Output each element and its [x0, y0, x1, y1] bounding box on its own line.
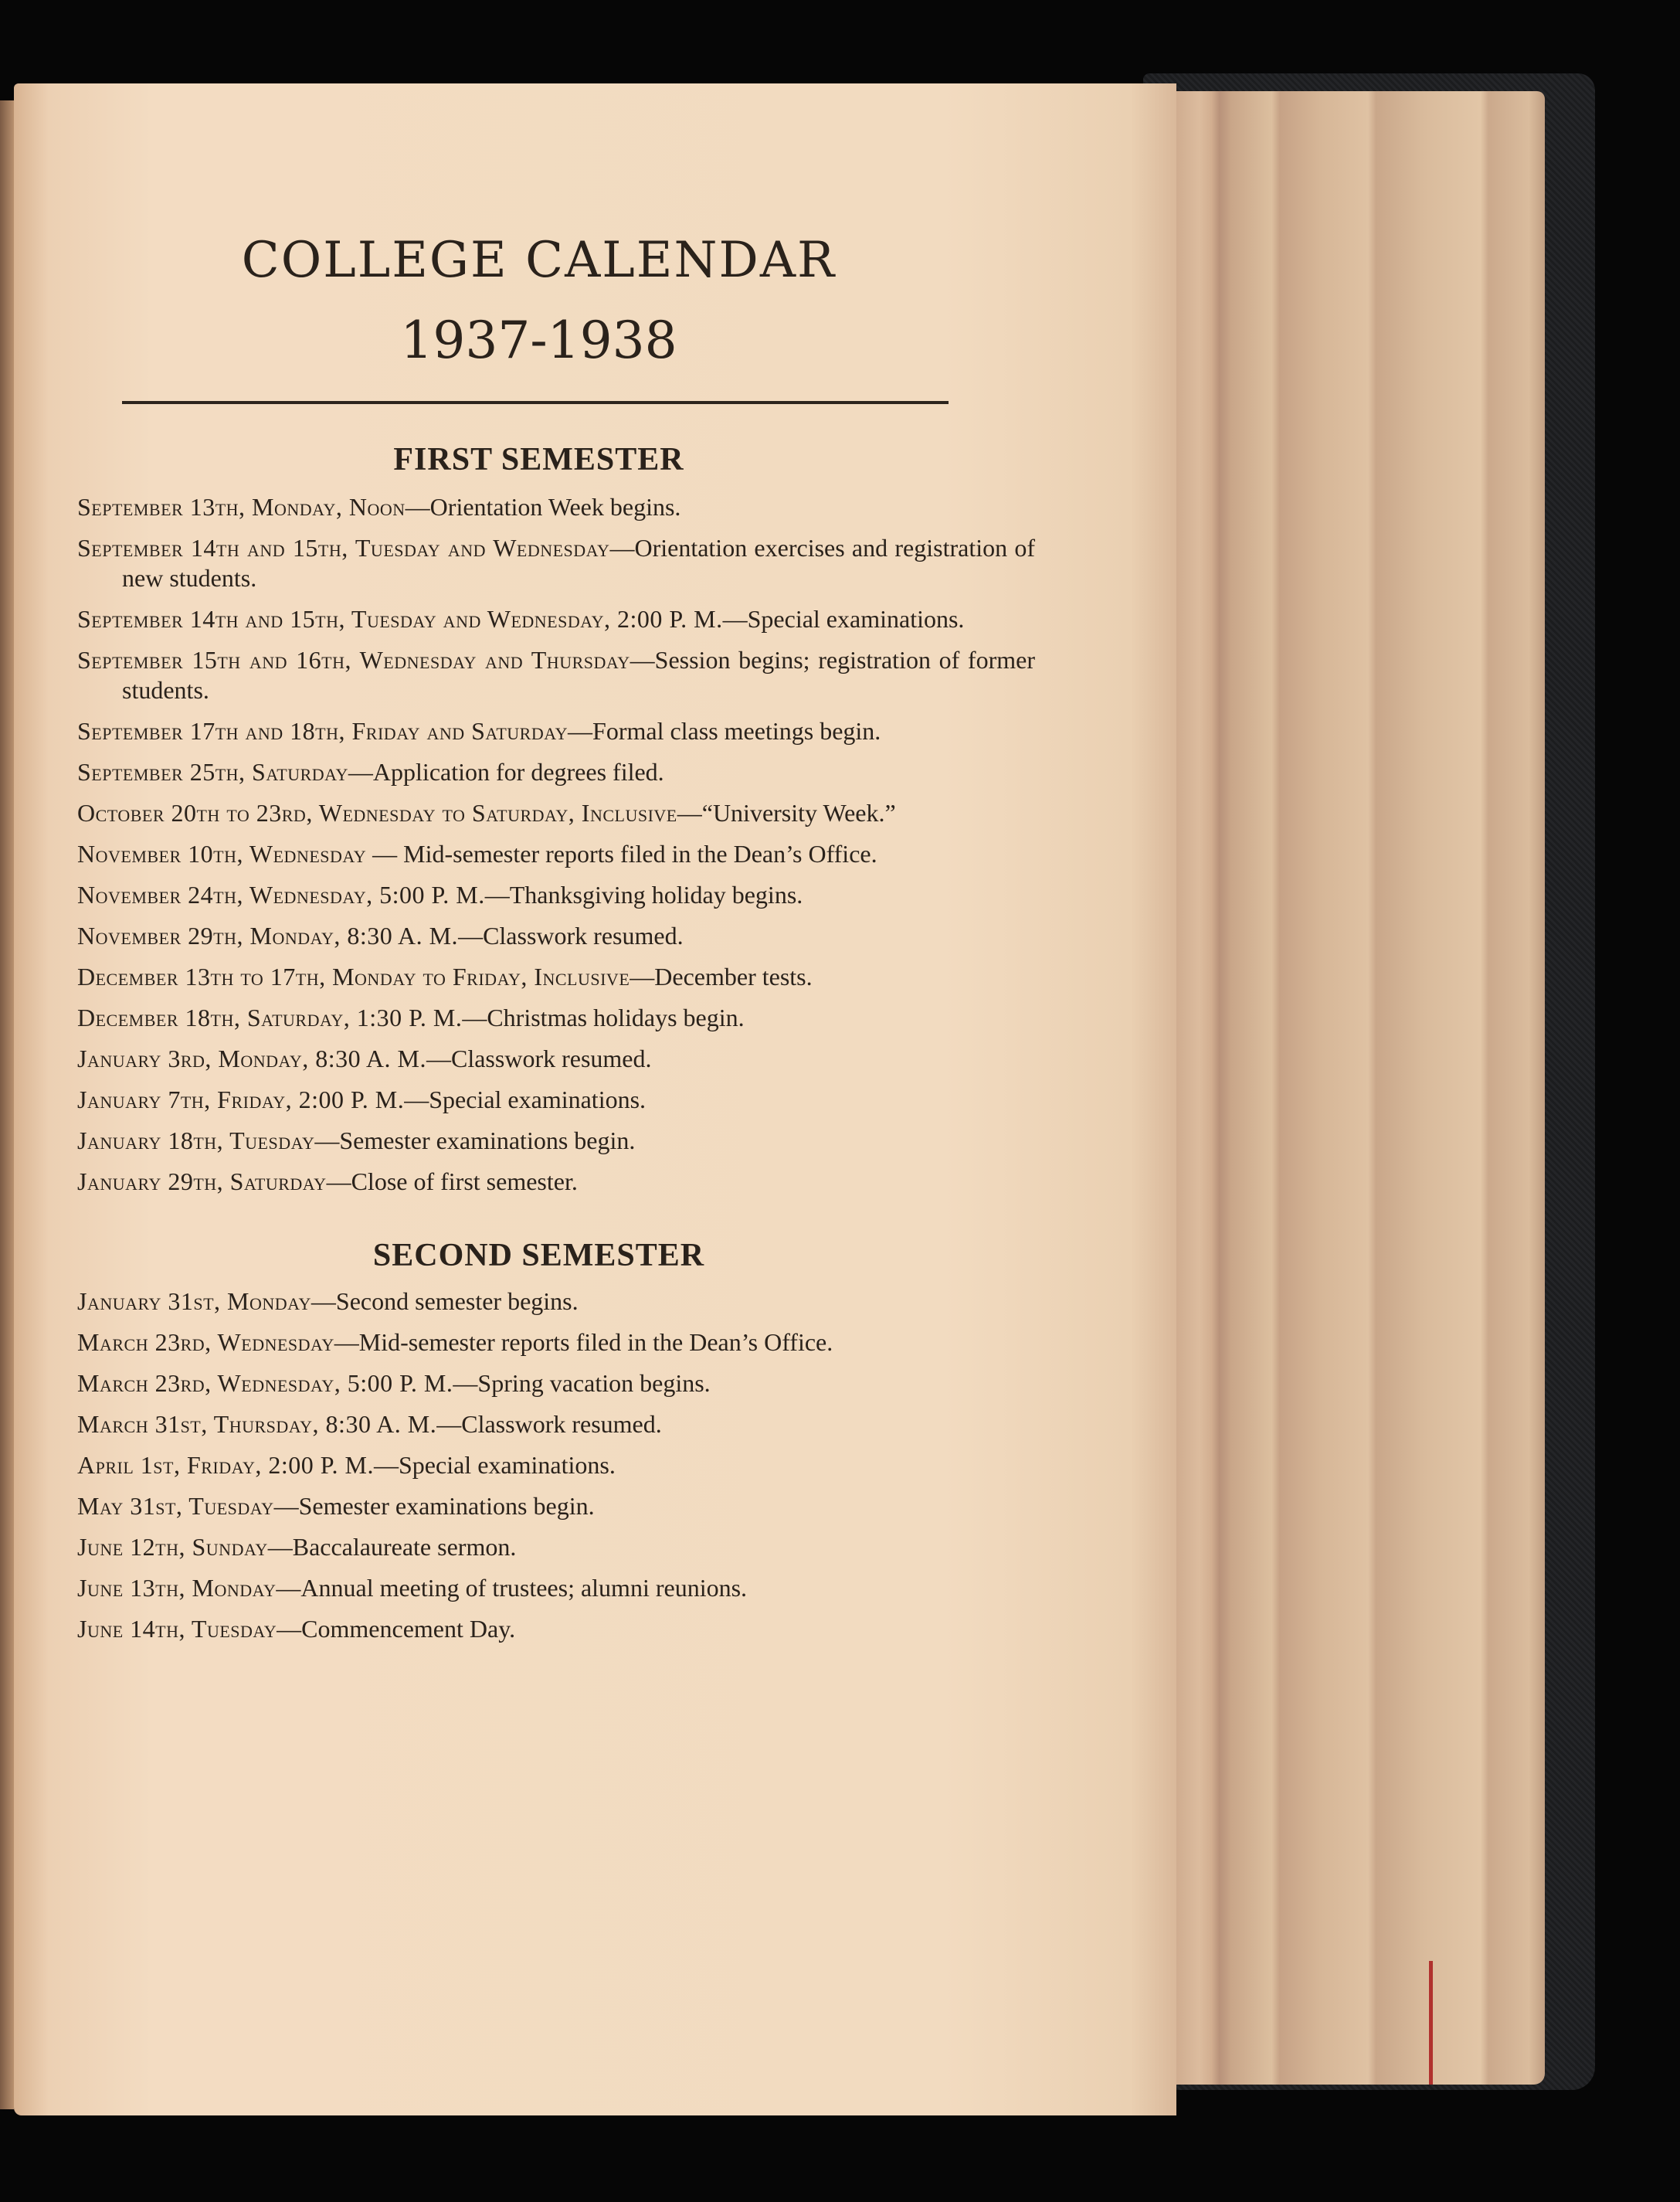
calendar-entry	[77, 1126, 1035, 1156]
calendar-entry	[77, 1003, 1035, 1033]
calendar-content	[77, 232, 1035, 1655]
entry-event: —Orientation exercises and registration of new students.	[122, 534, 1036, 592]
entry-date: November 24th, Wednesday, 5:00 P. M.	[77, 881, 485, 909]
entry-date: January 18th, Tuesday	[77, 1126, 315, 1154]
entry-date: October 20th to 23rd, Wednesday to Saturday, Inclusive	[77, 799, 677, 827]
calendar-entry	[77, 880, 1035, 910]
entry-date: September 13th, Monday, Noon	[77, 493, 406, 521]
entry-event: —Semester examinations begin.	[314, 1126, 636, 1154]
entry-event: —Baccalaureate sermon.	[267, 1533, 517, 1561]
entry-date: March 23rd, Wednesday, 5:00 P. M.	[77, 1369, 453, 1397]
calendar-entry	[77, 962, 1035, 992]
entry-date: September 14th and 15th, Tuesday and Wednesday, 2:00 P. M.	[77, 605, 723, 633]
entry-event: —Classwork resumed.	[436, 1410, 662, 1438]
calendar-entry	[77, 1044, 1035, 1074]
previous-page-edge	[0, 100, 14, 2109]
calendar-entry	[77, 533, 1035, 593]
second-semester-heading: SECOND SEMESTER	[372, 1238, 705, 1273]
entry-date: September 25th, Saturday	[77, 758, 348, 786]
entry-event: —Spring vacation begins.	[453, 1369, 711, 1397]
calendar-entry	[77, 839, 1035, 869]
calendar-entry	[77, 645, 1035, 705]
calendar-entry	[77, 757, 1035, 787]
entry-event: —Semester examinations begin.	[273, 1492, 595, 1520]
entry-date: November 29th, Monday, 8:30 A. M.	[77, 922, 459, 950]
entry-event: —Annual meeting of trustees; alumni reunions.	[276, 1574, 748, 1602]
entry-event: —December tests.	[630, 963, 813, 991]
calendar-entry	[77, 1491, 1035, 1521]
calendar-entry	[77, 921, 1035, 951]
calendar-entry	[77, 1368, 1035, 1398]
calendar-entry	[77, 1614, 1035, 1644]
ribbon-marker	[1429, 1961, 1433, 2085]
entry-event: —Orientation Week begins.	[405, 493, 681, 521]
first-semester-heading: FIRST SEMESTER	[393, 442, 684, 477]
entry-date: January 7th, Friday, 2:00 P. M.	[77, 1086, 405, 1113]
entry-event: —Mid-semester reports filed in the Dean’s Office.	[334, 1328, 833, 1356]
entry-date: June 14th, Tuesday	[77, 1615, 277, 1643]
entry-date: March 31st, Thursday, 8:30 A. M.	[77, 1410, 437, 1438]
calendar-entry	[77, 604, 1035, 634]
first-semester-list	[77, 492, 1035, 1197]
entry-date: September 15th and 16th, Wednesday and Thursday	[77, 646, 630, 674]
entry-date: March 23rd, Wednesday	[77, 1328, 334, 1356]
title-rule	[122, 401, 949, 404]
entry-event: —Session begins; registration of former students.	[122, 646, 1035, 704]
entry-event: —Classwork resumed.	[458, 922, 684, 950]
academic-years: 1937-1938	[400, 311, 677, 370]
entry-event: —Special examinations.	[404, 1086, 647, 1113]
entry-event: —Special examinations.	[722, 605, 965, 633]
entry-date: June 12th, Sunday	[77, 1533, 268, 1561]
calendar-entry	[77, 1327, 1035, 1358]
entry-date: January 31st, Monday	[77, 1287, 311, 1315]
entry-event: —Second semester begins.	[311, 1287, 579, 1315]
calendar-entry	[77, 1085, 1035, 1115]
entry-event: —Formal class meetings begin.	[568, 717, 881, 745]
calendar-entry	[77, 1409, 1035, 1439]
entry-date: January 3rd, Monday, 8:30 A. M.	[77, 1045, 426, 1072]
entry-date: September 17th and 18th, Friday and Saturday	[77, 717, 568, 745]
calendar-entry	[77, 1450, 1035, 1480]
entry-date: April 1st, Friday, 2:00 P. M.	[77, 1451, 374, 1479]
entry-date: September 14th and 15th, Tuesday and Wednesday	[77, 534, 610, 562]
entry-event: —Special examinations.	[374, 1451, 616, 1479]
entry-date: November 10th, Wednesday	[77, 840, 367, 868]
entry-event: —Close of first semester.	[326, 1167, 578, 1195]
entry-event: —Thanksgiving holiday begins.	[484, 881, 803, 909]
calendar-entry	[77, 1532, 1035, 1562]
entry-event: —“University Week.”	[677, 799, 896, 827]
calendar-entry	[77, 492, 1035, 522]
entry-date: January 29th, Saturday	[77, 1167, 327, 1195]
calendar-entry	[77, 1167, 1035, 1197]
entry-date: May 31st, Tuesday	[77, 1492, 274, 1520]
entry-date: June 13th, Monday	[77, 1574, 277, 1602]
entry-event: —Application for degrees filed.	[348, 758, 664, 786]
second-semester-list	[77, 1286, 1035, 1644]
page-edges	[1143, 91, 1545, 2085]
calendar-entry	[77, 1286, 1035, 1317]
entry-event: —Classwork resumed.	[426, 1045, 652, 1072]
calendar-entry	[77, 1573, 1035, 1603]
page-title: COLLEGE CALENDAR	[241, 232, 837, 289]
calendar-entry	[77, 716, 1035, 746]
entry-date: December 13th to 17th, Monday to Friday, Inclusive	[77, 963, 630, 991]
entry-event: — Mid-semester reports filed in the Dean’s Office.	[366, 840, 877, 868]
entry-date: December 18th, Saturday, 1:30 P. M.	[77, 1004, 463, 1031]
entry-event: —Christmas holidays begin.	[462, 1004, 745, 1031]
calendar-entry	[77, 798, 1035, 828]
entry-event: —Commencement Day.	[277, 1615, 516, 1643]
